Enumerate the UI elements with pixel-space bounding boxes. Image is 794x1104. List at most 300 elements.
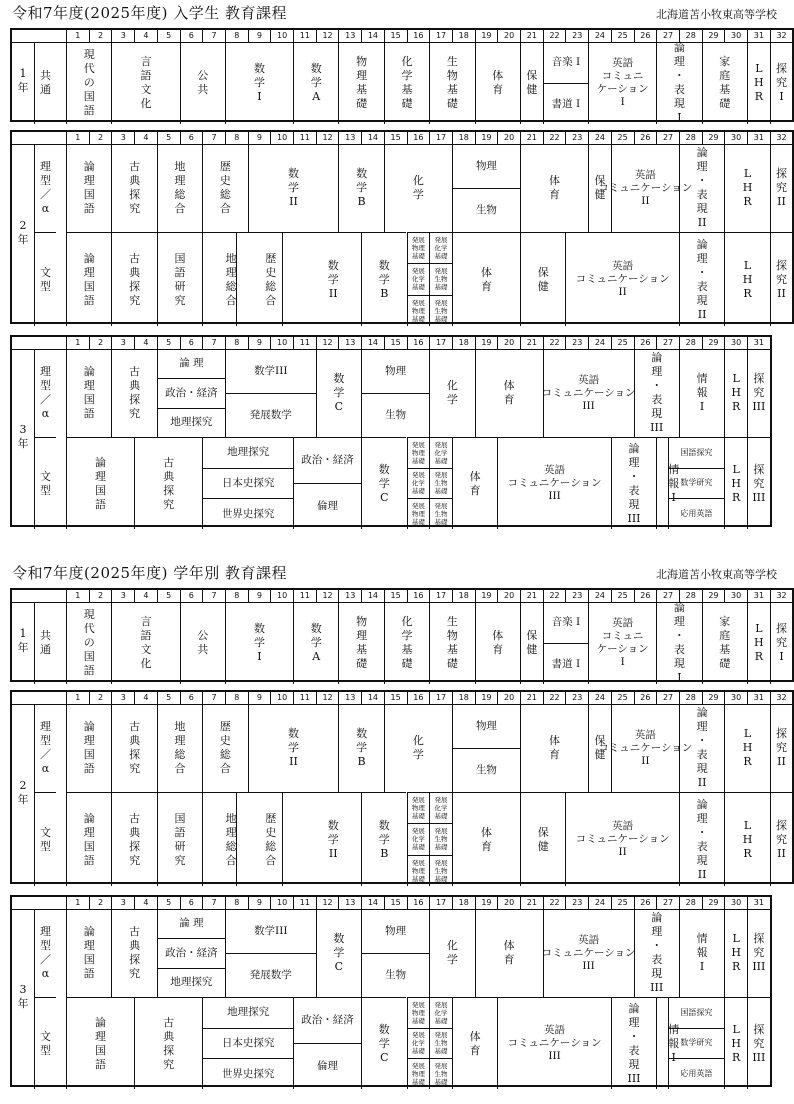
subject-cell bbox=[520, 704, 588, 792]
subject-cell bbox=[724, 437, 747, 529]
subject-cell bbox=[475, 42, 520, 124]
period-number: 29 bbox=[702, 590, 725, 602]
elective-subject-box bbox=[429, 792, 452, 823]
period-number: 10 bbox=[270, 590, 293, 602]
period-number: 30 bbox=[724, 590, 747, 602]
subject-cell bbox=[157, 349, 225, 378]
period-number: 3 bbox=[111, 30, 134, 42]
period-number: 32 bbox=[770, 30, 793, 42]
elective-subject-label: 発展 物理 基礎 bbox=[411, 236, 425, 261]
period-number: 8 bbox=[225, 897, 248, 909]
subject-cell bbox=[611, 997, 656, 1089]
subject-name: 情 報 I bbox=[668, 462, 680, 504]
period-number: 9 bbox=[248, 590, 271, 602]
subject-name: 論 理 国 語 bbox=[83, 160, 95, 215]
subject-name: 数 学 C bbox=[333, 932, 345, 973]
period-number: 25 bbox=[611, 590, 634, 602]
period-number: 11 bbox=[293, 30, 316, 42]
subject-cell bbox=[452, 188, 520, 232]
period-number: 17 bbox=[429, 590, 452, 602]
subject-cell bbox=[747, 909, 770, 997]
period-number: 19 bbox=[475, 132, 498, 144]
elective-subject-label: 発展 生物 基礎 bbox=[434, 298, 448, 323]
period-number: 25 bbox=[611, 692, 634, 704]
subject-cell bbox=[747, 997, 770, 1089]
period-number: 23 bbox=[565, 590, 588, 602]
subject-cell bbox=[111, 144, 156, 232]
subject-name: 家 庭 基 礎 bbox=[719, 615, 731, 670]
period-number: 7 bbox=[202, 337, 225, 349]
subject-name: 言 語 文 化 bbox=[140, 55, 152, 110]
period-number: 3 bbox=[111, 132, 134, 144]
subject-cell bbox=[475, 349, 543, 437]
subject-cell bbox=[66, 42, 111, 124]
period-number: 5 bbox=[157, 132, 180, 144]
subject-cell bbox=[361, 349, 429, 393]
subject-name: 論 理 ・ 表 現 II bbox=[696, 797, 708, 881]
subject-name: 数 学 I bbox=[253, 62, 265, 103]
elective-subject-label: 発展 物理 基礎 bbox=[411, 1062, 425, 1087]
subject-cell bbox=[202, 144, 247, 232]
subject-name: 物理 bbox=[475, 719, 497, 732]
elective-subject-label: 発展 物理 基礎 bbox=[411, 298, 425, 323]
period-number: 15 bbox=[384, 590, 407, 602]
period-number: 1 bbox=[66, 897, 89, 909]
subject-name: 数学研究 bbox=[680, 1038, 713, 1048]
subject-cell bbox=[338, 602, 383, 684]
subject-name: 数 学 C bbox=[378, 462, 390, 504]
subject-cell bbox=[384, 704, 452, 792]
subject-name: 生物 bbox=[385, 969, 407, 981]
subject-name: 数 学 II bbox=[287, 727, 299, 768]
subject-cell bbox=[634, 349, 679, 437]
subject-cell bbox=[429, 909, 474, 997]
subject-name: 古 典 探 究 bbox=[129, 365, 141, 420]
period-number: 30 bbox=[724, 897, 747, 909]
subject-cell bbox=[452, 437, 497, 529]
subject-cell bbox=[338, 42, 383, 124]
subject-name: 世界史探究 bbox=[221, 507, 275, 520]
period-number: 1 bbox=[66, 30, 89, 42]
elective-subject-box bbox=[407, 1028, 430, 1059]
subject-name: 体 育 bbox=[549, 734, 561, 761]
period-number: 22 bbox=[543, 337, 566, 349]
track-label: 文 型 bbox=[34, 437, 56, 529]
period-number: 15 bbox=[384, 30, 407, 42]
grade-1-table bbox=[10, 28, 794, 122]
elective-subject-box bbox=[407, 855, 430, 886]
track-label: 理 型 ／ α bbox=[34, 909, 56, 997]
period-number: 25 bbox=[611, 897, 634, 909]
track-label: 共 通 bbox=[34, 42, 56, 124]
elective-subject-label: 発展 生物 基礎 bbox=[434, 827, 448, 852]
subject-cell bbox=[157, 144, 202, 232]
period-number: 23 bbox=[565, 897, 588, 909]
elective-subject-box bbox=[429, 263, 452, 294]
subject-cell bbox=[384, 144, 452, 232]
elective-subject-box bbox=[429, 855, 452, 886]
subject-name: 論 理 bbox=[179, 917, 204, 930]
subject-name: 古 典 探 究 bbox=[163, 455, 175, 511]
period-number: 29 bbox=[702, 132, 725, 144]
subject-cell bbox=[543, 83, 588, 124]
subject-cell bbox=[747, 349, 770, 437]
elective-subject-label: 発展 生物 基礎 bbox=[434, 858, 448, 883]
period-number: 8 bbox=[225, 692, 248, 704]
elective-subject-box bbox=[407, 437, 430, 468]
subject-cell bbox=[293, 997, 361, 1043]
subject-cell bbox=[361, 953, 429, 997]
subject-cell bbox=[679, 232, 724, 326]
period-number: 19 bbox=[475, 590, 498, 602]
subject-cell bbox=[702, 42, 747, 124]
subject-cell bbox=[316, 909, 361, 997]
period-number: 31 bbox=[747, 897, 770, 909]
period-number: 19 bbox=[475, 692, 498, 704]
subject-name: 化 学 bbox=[446, 939, 458, 966]
period-number: 16 bbox=[407, 132, 430, 144]
subject-name: 英語 コミュニケーション II bbox=[575, 260, 670, 298]
period-number: 14 bbox=[361, 337, 384, 349]
period-number: 27 bbox=[656, 337, 679, 349]
subject-name: 英語 コミュニケーション II bbox=[575, 820, 670, 858]
period-number: 30 bbox=[724, 132, 747, 144]
elective-subject-box bbox=[407, 1058, 430, 1089]
subject-name: 発展数学 bbox=[249, 969, 292, 981]
subject-cell bbox=[429, 42, 474, 124]
period-number: 28 bbox=[679, 30, 702, 42]
period-number: 26 bbox=[634, 132, 657, 144]
period-number: 9 bbox=[248, 132, 271, 144]
period-number: 27 bbox=[656, 590, 679, 602]
subject-cell bbox=[202, 997, 293, 1028]
subject-name: 地理探究 bbox=[170, 416, 213, 429]
subject-name: 書道 I bbox=[551, 97, 581, 110]
period-number: 11 bbox=[293, 132, 316, 144]
subject-name: 古 典 探 究 bbox=[163, 1015, 175, 1071]
subject-name: 古 典 探 究 bbox=[129, 720, 141, 775]
subject-cell bbox=[588, 602, 656, 684]
subject-name: 応用英語 bbox=[680, 509, 713, 519]
period-number: 14 bbox=[361, 132, 384, 144]
subject-cell bbox=[293, 483, 361, 529]
period-number: 30 bbox=[724, 30, 747, 42]
grade-label: 2 年 bbox=[17, 219, 29, 246]
subject-name: 現 代 の 国 語 bbox=[83, 608, 95, 677]
period-number: 17 bbox=[429, 897, 452, 909]
period-number: 16 bbox=[407, 692, 430, 704]
period-number: 26 bbox=[634, 692, 657, 704]
subject-cell bbox=[111, 232, 156, 326]
subject-cell bbox=[724, 792, 769, 886]
subject-name: 数 学 B bbox=[378, 258, 390, 300]
period-number: 6 bbox=[180, 30, 203, 42]
period-number: 11 bbox=[293, 692, 316, 704]
subject-cell bbox=[497, 997, 611, 1089]
elective-subject-label: 発展 化学 基礎 bbox=[434, 236, 448, 261]
subject-name: 地理探究 bbox=[170, 976, 213, 989]
period-number: 18 bbox=[452, 337, 475, 349]
subject-cell bbox=[293, 42, 338, 124]
grade-2-table bbox=[10, 130, 794, 324]
track-label: 理 型 ／ α bbox=[34, 704, 56, 792]
period-number: 16 bbox=[407, 590, 430, 602]
subject-name: 化 学 基 礎 bbox=[401, 615, 413, 670]
subject-name: 保 健 bbox=[526, 69, 538, 96]
subject-name: 英語 コミュニ ケーション I bbox=[596, 617, 649, 668]
subject-cell bbox=[157, 378, 225, 407]
subject-cell bbox=[770, 42, 793, 124]
subject-name: 歴 史 総 合 bbox=[265, 811, 277, 867]
period-number: 5 bbox=[157, 692, 180, 704]
period-number: 23 bbox=[565, 30, 588, 42]
subject-name: 化 学 基 礎 bbox=[401, 55, 413, 110]
subject-name: 倫理 bbox=[317, 1060, 339, 1072]
period-number: 6 bbox=[180, 897, 203, 909]
subject-cell bbox=[520, 232, 565, 326]
period-number: 15 bbox=[384, 897, 407, 909]
subject-name: 英語 コミュニケーション II bbox=[598, 728, 693, 767]
subject-name: 数 学 II bbox=[287, 167, 299, 208]
subject-cell bbox=[543, 909, 634, 997]
period-number: 23 bbox=[565, 692, 588, 704]
period-number: 12 bbox=[316, 897, 339, 909]
subject-cell bbox=[134, 997, 202, 1089]
subject-cell bbox=[520, 144, 588, 232]
subject-name: 論 理 国 語 bbox=[83, 925, 95, 980]
subject-cell bbox=[202, 468, 293, 499]
subject-name: 物理 bbox=[385, 924, 407, 937]
period-number: 7 bbox=[202, 30, 225, 42]
period-number: 28 bbox=[679, 590, 702, 602]
period-number: 17 bbox=[429, 337, 452, 349]
subject-name: 公 共 bbox=[197, 69, 209, 96]
period-number: 18 bbox=[452, 692, 475, 704]
grade-label: 1 年 bbox=[17, 67, 29, 94]
period-number: 14 bbox=[361, 590, 384, 602]
period-number: 21 bbox=[520, 30, 543, 42]
subject-name: 地 理 総 合 bbox=[225, 811, 237, 867]
period-number: 4 bbox=[134, 590, 157, 602]
period-number: 4 bbox=[134, 337, 157, 349]
period-number: 13 bbox=[338, 590, 361, 602]
subject-name: 探 究 II bbox=[776, 258, 788, 300]
period-number: 27 bbox=[656, 132, 679, 144]
subject-name: 音楽 I bbox=[551, 616, 581, 628]
subject-name: 数 学 C bbox=[378, 1022, 390, 1064]
period-number: 7 bbox=[202, 897, 225, 909]
period-number: 5 bbox=[157, 337, 180, 349]
elective-subject-box bbox=[407, 232, 430, 263]
subject-cell bbox=[770, 792, 793, 886]
subject-cell bbox=[338, 704, 383, 792]
subject-name: 言 語 文 化 bbox=[140, 615, 152, 670]
subject-cell bbox=[316, 349, 361, 437]
elective-subject-box bbox=[407, 792, 430, 823]
subject-name: 探 究 II bbox=[776, 167, 788, 208]
subject-cell bbox=[543, 643, 588, 684]
subject-cell bbox=[770, 232, 793, 326]
subject-cell bbox=[361, 909, 429, 953]
period-number: 22 bbox=[543, 590, 566, 602]
elective-subject-label: 発展 化学 基礎 bbox=[411, 1031, 425, 1056]
subject-name: 保 健 bbox=[594, 734, 606, 761]
subject-cell bbox=[111, 704, 156, 792]
period-number: 4 bbox=[134, 692, 157, 704]
period-number: 1 bbox=[66, 337, 89, 349]
subject-cell bbox=[111, 909, 156, 997]
period-number: 20 bbox=[497, 692, 520, 704]
period-number: 24 bbox=[588, 897, 611, 909]
period-number: 1 bbox=[66, 132, 89, 144]
subject-name: 保 健 bbox=[594, 174, 606, 201]
period-number: 22 bbox=[543, 692, 566, 704]
subject-cell bbox=[202, 1028, 293, 1059]
period-number: 29 bbox=[702, 897, 725, 909]
grade-label: 2 年 bbox=[17, 779, 29, 806]
period-number: 11 bbox=[293, 590, 316, 602]
subject-name: 英語 コミュニケーション III bbox=[507, 1024, 602, 1062]
period-number: 2 bbox=[89, 30, 112, 42]
period-number: 28 bbox=[679, 692, 702, 704]
subject-cell bbox=[66, 144, 111, 232]
subject-cell bbox=[747, 602, 770, 684]
elective-subject-label: 発展 化学 基礎 bbox=[434, 1000, 448, 1025]
subject-cell bbox=[361, 792, 406, 886]
subject-name: 歴 史 総 合 bbox=[219, 720, 231, 775]
period-number: 3 bbox=[111, 897, 134, 909]
subject-name: 発展数学 bbox=[249, 409, 292, 421]
period-number: 27 bbox=[656, 692, 679, 704]
subject-name: 数学III bbox=[254, 924, 288, 937]
period-number: 12 bbox=[316, 692, 339, 704]
subject-name: 国 語 研 究 bbox=[174, 811, 186, 867]
elective-subject-label: 発展 物理 基礎 bbox=[411, 858, 425, 883]
subject-name: 数学III bbox=[254, 364, 288, 377]
subject-name: 論 理 国 語 bbox=[83, 811, 95, 867]
subject-cell bbox=[668, 1028, 725, 1059]
subject-name: 古 典 探 究 bbox=[129, 925, 141, 980]
subject-name: 保 健 bbox=[537, 825, 549, 853]
subject-name: 体 育 bbox=[503, 939, 515, 966]
subject-cell bbox=[157, 909, 225, 938]
elective-subject-box bbox=[407, 997, 430, 1028]
elective-subject-label: 発展 化学 基礎 bbox=[434, 796, 448, 821]
subject-cell bbox=[724, 349, 747, 437]
subject-cell bbox=[111, 792, 156, 886]
subject-name: 論 理 ・ 表 現 I bbox=[673, 601, 685, 684]
subject-cell bbox=[202, 498, 293, 529]
period-number: 3 bbox=[111, 692, 134, 704]
subject-name: 数 学 A bbox=[310, 622, 322, 663]
subject-name: 体 育 bbox=[469, 1029, 481, 1057]
subject-name: 体 育 bbox=[549, 174, 561, 201]
period-number: 28 bbox=[679, 132, 702, 144]
subject-name: 生物 bbox=[475, 204, 497, 216]
period-number: 14 bbox=[361, 692, 384, 704]
subject-name: 英語 コミュニケーション II bbox=[598, 168, 693, 207]
subject-cell bbox=[293, 437, 361, 483]
subject-cell bbox=[565, 232, 679, 326]
subject-name: 体 育 bbox=[469, 469, 481, 497]
elective-subject-box bbox=[407, 823, 430, 854]
subject-name: 英語 コミュニケーション III bbox=[541, 373, 636, 412]
period-number: 22 bbox=[543, 897, 566, 909]
subject-cell bbox=[702, 602, 747, 684]
subject-cell bbox=[452, 232, 520, 326]
period-number: 12 bbox=[316, 132, 339, 144]
subject-cell bbox=[724, 232, 769, 326]
period-number: 6 bbox=[180, 337, 203, 349]
period-number: 13 bbox=[338, 897, 361, 909]
period-number: 19 bbox=[475, 897, 498, 909]
subject-name: L H R bbox=[754, 62, 764, 103]
subject-name: 数 学 B bbox=[378, 818, 390, 860]
period-number: 6 bbox=[180, 132, 203, 144]
period-number: 20 bbox=[497, 590, 520, 602]
period-number: 26 bbox=[634, 337, 657, 349]
subject-name: 数 学 A bbox=[310, 62, 322, 103]
track-label: 文 型 bbox=[34, 232, 56, 326]
subject-name: 地 理 総 合 bbox=[225, 251, 237, 307]
subject-cell bbox=[361, 437, 406, 529]
period-number: 2 bbox=[89, 337, 112, 349]
period-number: 8 bbox=[225, 30, 248, 42]
subject-name: 数 学 C bbox=[333, 372, 345, 413]
subject-name: 論 理 ・ 表 現 III bbox=[650, 351, 664, 434]
subject-cell bbox=[452, 792, 520, 886]
period-number: 24 bbox=[588, 590, 611, 602]
period-number: 13 bbox=[338, 692, 361, 704]
subject-cell bbox=[452, 144, 520, 188]
subject-cell bbox=[497, 437, 611, 529]
subject-name: 物 理 基 礎 bbox=[356, 55, 368, 110]
subject-cell bbox=[66, 232, 111, 326]
period-number: 2 bbox=[89, 590, 112, 602]
subject-cell bbox=[611, 437, 656, 529]
subject-cell bbox=[588, 42, 656, 124]
period-number: 3 bbox=[111, 590, 134, 602]
period-number: 24 bbox=[588, 337, 611, 349]
period-number: 17 bbox=[429, 132, 452, 144]
subject-name: 古 典 探 究 bbox=[129, 251, 141, 307]
subject-name: 国語探究 bbox=[680, 447, 713, 457]
subject-cell bbox=[656, 42, 701, 124]
period-number: 9 bbox=[248, 337, 271, 349]
subject-cell bbox=[384, 602, 429, 684]
period-number: 15 bbox=[384, 337, 407, 349]
subject-cell bbox=[668, 498, 725, 529]
track-label: 理 型 ／ α bbox=[34, 144, 56, 232]
elective-subject-box bbox=[429, 997, 452, 1028]
subject-cell bbox=[475, 909, 543, 997]
subject-cell bbox=[225, 349, 316, 393]
subject-name: 論 理 ・ 表 現 II bbox=[696, 706, 708, 789]
subject-name: 数 学 I bbox=[253, 622, 265, 663]
subject-cell bbox=[225, 953, 316, 997]
subject-cell bbox=[668, 437, 725, 468]
period-number: 30 bbox=[724, 692, 747, 704]
elective-subject-box bbox=[407, 295, 430, 326]
subject-name: 化 学 bbox=[412, 734, 424, 761]
subject-name: L H R bbox=[731, 1022, 741, 1064]
elective-subject-box bbox=[429, 468, 452, 499]
subject-cell bbox=[543, 602, 588, 643]
elective-subject-box bbox=[429, 1058, 452, 1089]
subject-name: L H R bbox=[742, 727, 753, 768]
period-number: 10 bbox=[270, 132, 293, 144]
subject-name: 化 学 bbox=[446, 379, 458, 406]
